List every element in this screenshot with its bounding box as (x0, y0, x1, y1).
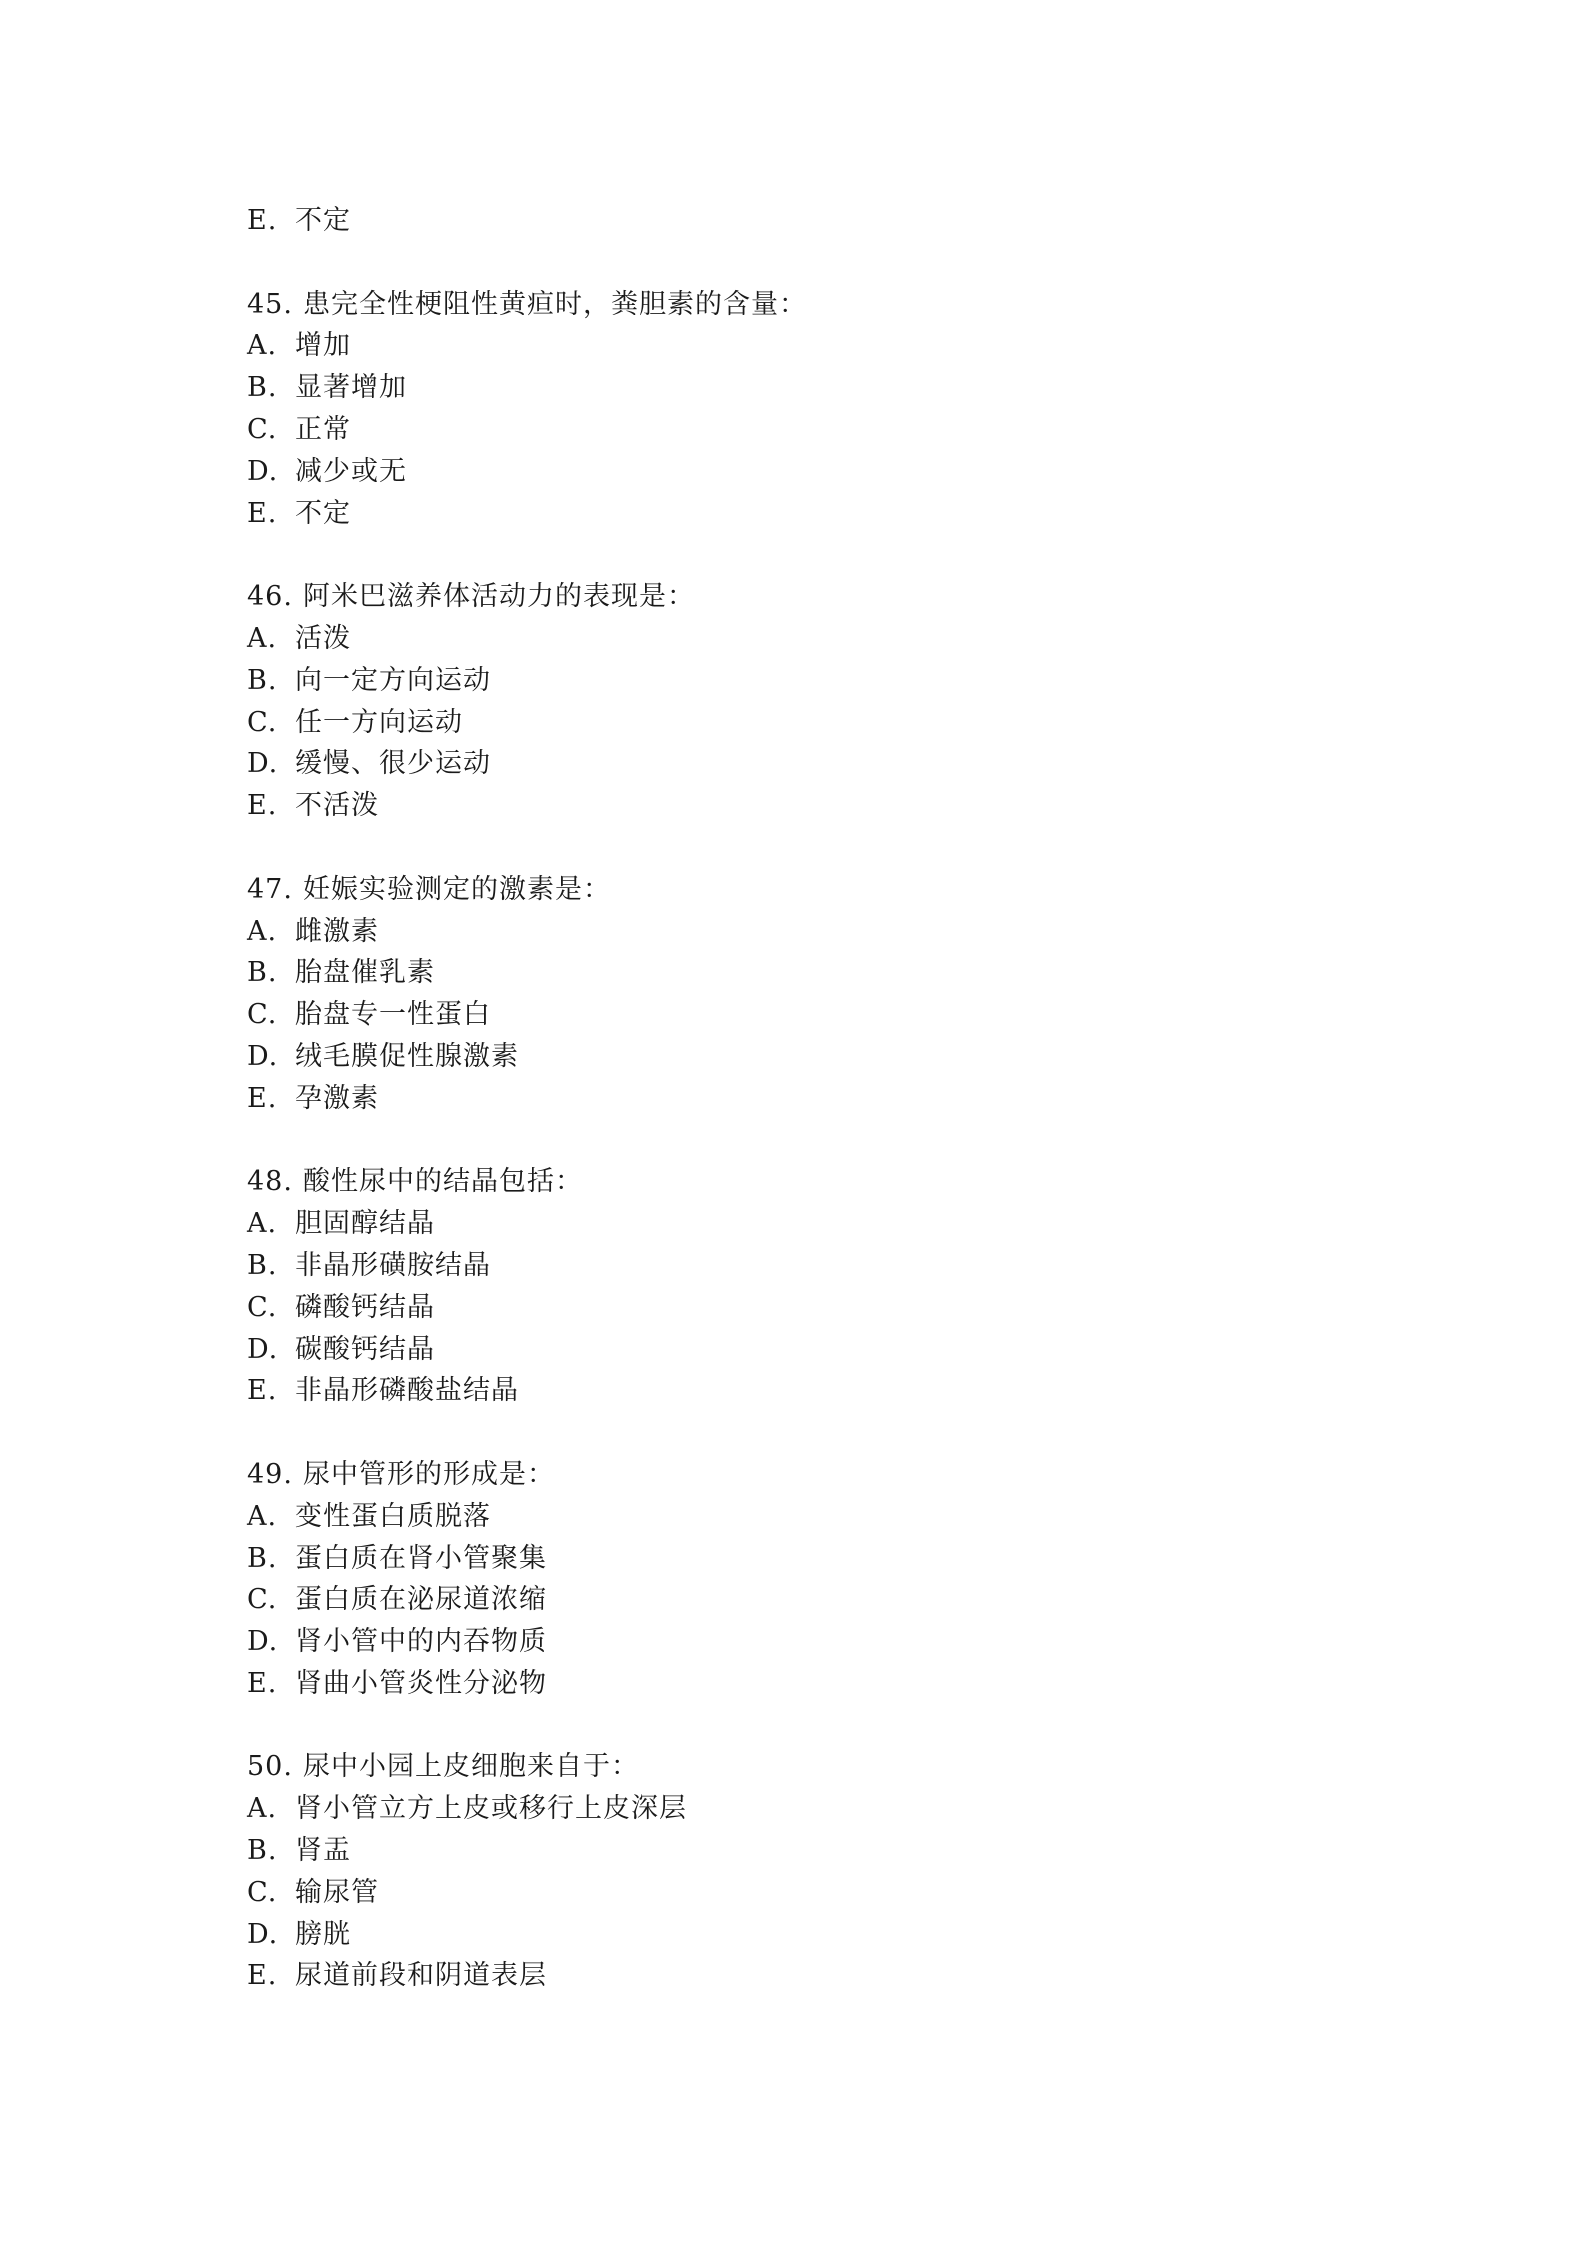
option-text: 胆固醇结晶 (295, 1208, 435, 1240)
option-e (247, 493, 1447, 535)
option-text: 肾小管立方上皮或移行上皮深层 (295, 1793, 687, 1825)
question-49 (247, 1454, 1447, 1705)
question-number: 45. (247, 288, 293, 320)
question-48 (247, 1161, 1447, 1412)
option-letter: C. (247, 999, 278, 1031)
option-text: 孕激素 (295, 1082, 379, 1114)
option-text: 蛋白质在肾小管聚集 (295, 1542, 547, 1574)
option-d (247, 1621, 1447, 1663)
option-text: 不定 (295, 205, 351, 236)
option-letter: A. (247, 1793, 278, 1825)
carryover-option (247, 200, 1447, 242)
option-e (247, 785, 1447, 827)
option-c (247, 702, 1447, 744)
option-b (247, 1245, 1447, 1287)
option-c (247, 1287, 1447, 1329)
question-stem (247, 1161, 1447, 1203)
option-text: 尿道前段和阴道表层 (295, 1960, 547, 1992)
option-d (247, 451, 1447, 493)
option-text: 胎盘催乳素 (295, 957, 435, 989)
option-text: 不定 (295, 497, 351, 529)
question-number: 50. (247, 1751, 293, 1783)
option-text: 增加 (295, 330, 351, 362)
question-stem (247, 869, 1447, 911)
question-text: 尿中管形的形成是： (302, 1458, 555, 1490)
option-a (247, 1203, 1447, 1245)
option-letter: C. (247, 413, 278, 445)
option-letter: B. (247, 957, 278, 989)
option-d (247, 1329, 1447, 1371)
question-number: 46. (247, 581, 293, 613)
question-text: 患完全性梗阻性黄疸时，粪胆素的含量： (302, 288, 807, 320)
document-page (247, 200, 1447, 1997)
option-letter: E. (247, 1667, 278, 1699)
option-text: 显著增加 (295, 372, 407, 404)
question-number: 48. (247, 1166, 293, 1198)
option-text: 磷酸钙结晶 (295, 1291, 435, 1323)
question-text: 尿中小园上皮细胞来自于： (302, 1751, 639, 1783)
question-stem (247, 284, 1447, 326)
option-text: 减少或无 (295, 455, 407, 487)
option-text: 向一定方向运动 (295, 664, 491, 696)
option-letter: D. (247, 1333, 279, 1365)
question-stem (247, 1454, 1447, 1496)
option-c (247, 994, 1447, 1036)
question-45 (247, 284, 1447, 535)
question-stem (247, 1746, 1447, 1788)
option-letter: D. (247, 1918, 279, 1950)
question-text: 阿米巴滋养体活动力的表现是： (302, 581, 695, 613)
option-a (247, 325, 1447, 367)
option-text: 非晶形磷酸盐结晶 (295, 1375, 519, 1407)
question-text: 酸性尿中的结晶包括： (302, 1166, 583, 1198)
option-letter: D. (247, 748, 279, 780)
question-46 (247, 576, 1447, 827)
option-e (247, 1370, 1447, 1412)
option-letter: E. (247, 205, 278, 236)
option-text: 缓慢、很少运动 (295, 748, 491, 780)
question-number: 49. (247, 1458, 293, 1490)
option-text: 胎盘专一性蛋白 (295, 999, 491, 1031)
option-text: 肾盂 (295, 1835, 351, 1867)
option-a (247, 1496, 1447, 1538)
option-letter: E. (247, 1960, 278, 1992)
option-letter: B. (247, 1542, 278, 1574)
option-text: 活泼 (295, 622, 351, 654)
option-text: 绒毛膜促性腺激素 (295, 1040, 519, 1072)
option-letter: E. (247, 497, 278, 529)
option-b (247, 1830, 1447, 1872)
option-letter: C. (247, 1876, 278, 1908)
option-c (247, 1579, 1447, 1621)
option-letter: E. (247, 790, 278, 822)
option-letter: D. (247, 1040, 279, 1072)
option-text: 肾小管中的内吞物质 (295, 1626, 547, 1658)
question-stem (247, 576, 1447, 618)
option-text: 不活泼 (295, 790, 379, 822)
option-letter: A. (247, 1208, 278, 1240)
option-e (247, 1955, 1447, 1997)
option-text: 肾曲小管炎性分泌物 (295, 1667, 547, 1699)
option-b (247, 660, 1447, 702)
option-letter: C. (247, 1291, 278, 1323)
option-letter: A. (247, 1500, 278, 1532)
option-letter: A. (247, 622, 278, 654)
option-letter: B. (247, 664, 278, 696)
option-letter: D. (247, 455, 279, 487)
option-text: 碳酸钙结晶 (295, 1333, 435, 1365)
option-a (247, 911, 1447, 953)
option-letter: A. (247, 330, 278, 362)
option-text: 雌激素 (295, 915, 379, 947)
option-text: 正常 (295, 413, 351, 445)
option-letter: B. (247, 1249, 278, 1281)
option-text: 任一方向运动 (295, 706, 463, 738)
option-e (247, 1078, 1447, 1120)
option-d (247, 743, 1447, 785)
question-50 (247, 1746, 1447, 1997)
option-letter: D. (247, 1626, 279, 1658)
option-letter: E. (247, 1082, 278, 1114)
option-e (247, 1663, 1447, 1705)
option-b (247, 1538, 1447, 1580)
option-letter: B. (247, 1835, 278, 1867)
question-text: 妊娠实验测定的激素是： (302, 873, 611, 905)
option-c (247, 1872, 1447, 1914)
option-b (247, 952, 1447, 994)
option-text: 非晶形磺胺结晶 (295, 1249, 491, 1281)
option-letter: A. (247, 915, 278, 947)
question-47 (247, 869, 1447, 1120)
option-letter: C. (247, 706, 278, 738)
question-number: 47. (247, 873, 293, 905)
option-a (247, 1788, 1447, 1830)
option-text: 膀胱 (295, 1918, 351, 1950)
option-d (247, 1914, 1447, 1956)
option-a (247, 618, 1447, 660)
option-letter: C. (247, 1584, 278, 1616)
option-c (247, 409, 1447, 451)
option-b (247, 367, 1447, 409)
option-text: 输尿管 (295, 1876, 379, 1908)
option-letter: E. (247, 1375, 278, 1407)
option-text: 蛋白质在泌尿道浓缩 (295, 1584, 547, 1616)
option-text: 变性蛋白质脱落 (295, 1500, 491, 1532)
option-d (247, 1036, 1447, 1078)
option-letter: B. (247, 372, 278, 404)
